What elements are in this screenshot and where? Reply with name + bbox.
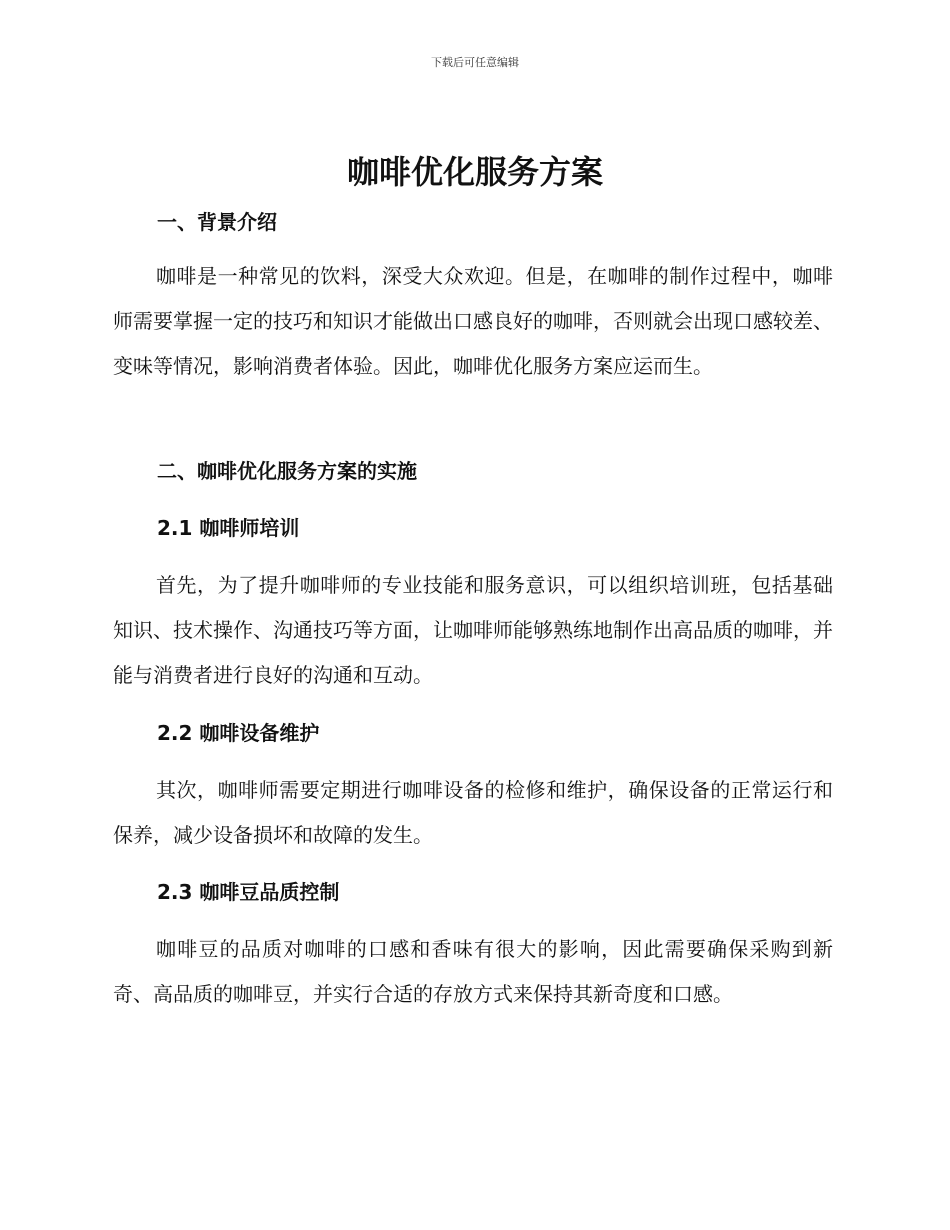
paragraph-barista-training: 首先，为了提升咖啡师的专业技能和服务意识，可以组织培训班，包括基础知识、技术操作、沟通技巧等方面，让咖啡师能够熟练地制作出高品质的咖啡，并能与消费者进行良好的沟通和互动。	[113, 573, 833, 687]
page-header-note: 下载后可任意编辑	[431, 56, 519, 69]
paragraph-equipment-maintenance: 其次，咖啡师需要定期进行咖啡设备的检修和维护，确保设备的正常运行和保养，减少设备损坏和故障的发生。	[113, 778, 833, 847]
paragraph-background: 咖啡是一种常见的饮料，深受大众欢迎。但是，在咖啡的制作过程中，咖啡师需要掌握一定的技巧和知识才能做出口感良好的咖啡，否则就会出现口感较差、变味等情况，影响消费者体验。因此，咖啡优化服务方案应运而生。	[113, 264, 833, 378]
subsection-heading-equipment-maintenance: 2.2 咖啡设备维护	[157, 721, 320, 745]
subsection-heading-bean-quality-control: 2.3 咖啡豆品质控制	[157, 880, 340, 904]
section-heading-background: 一、背景介绍	[157, 210, 277, 234]
document-title: 咖啡优化服务方案	[346, 153, 603, 191]
section-heading-implementation: 二、咖啡优化服务方案的实施	[157, 459, 417, 483]
paragraph-bean-quality-control: 咖啡豆的品质对咖啡的口感和香味有很大的影响，因此需要确保采购到新奇、高品质的咖啡豆，并实行合适的存放方式来保持其新奇度和口感。	[113, 937, 833, 1006]
subsection-heading-barista-training: 2.1 咖啡师培训	[157, 516, 300, 540]
